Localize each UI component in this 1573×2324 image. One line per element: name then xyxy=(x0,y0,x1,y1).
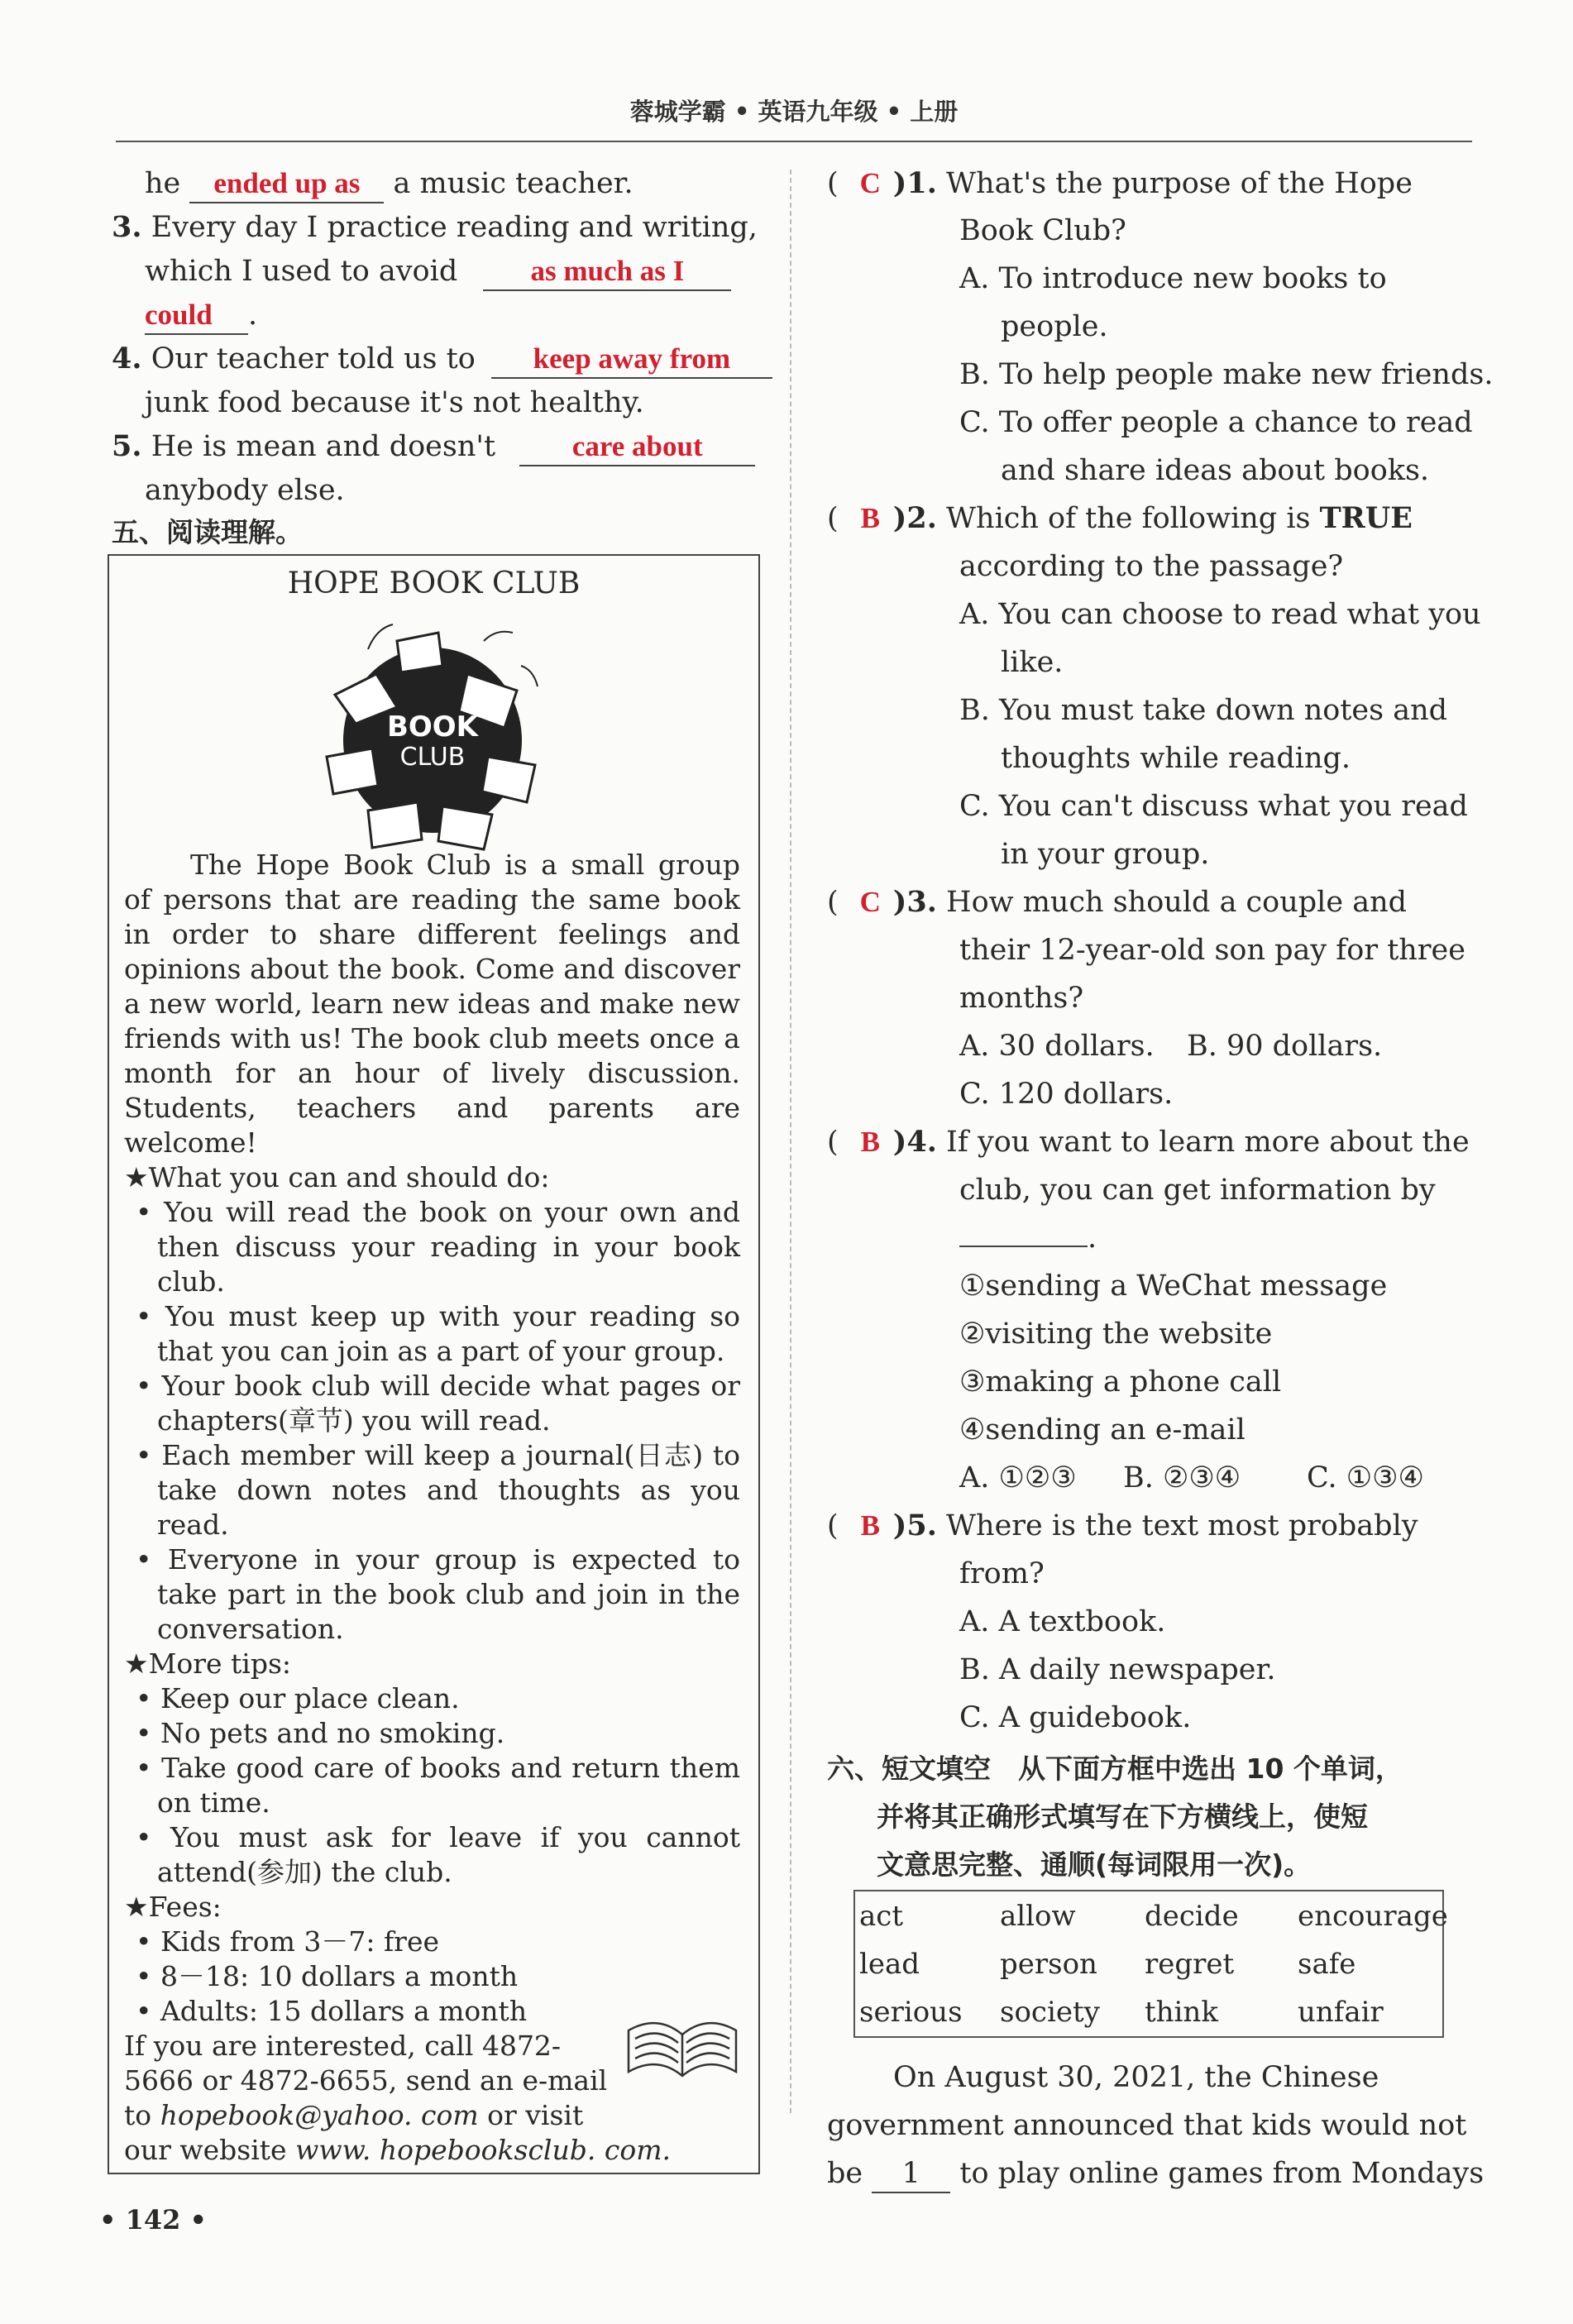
text: which I used to avoid xyxy=(145,255,458,288)
q3-stem-2: their 12-year-old son pay for three xyxy=(959,934,1465,967)
fill-q3-line2 xyxy=(145,253,731,291)
answer-text: as much as I xyxy=(530,255,685,287)
q1-option-a-cont: people. xyxy=(1001,310,1108,343)
word: lead xyxy=(859,1948,920,1981)
q3-option-a: A. 30 dollars. xyxy=(959,1030,1155,1063)
logo-text-book: BOOK xyxy=(386,710,479,744)
word: society xyxy=(1000,1996,1100,2029)
bold-text: TRUE xyxy=(1319,501,1413,535)
cloze-blank xyxy=(872,2155,950,2193)
question-number: 5. xyxy=(112,429,142,463)
word: encourage xyxy=(1298,1900,1448,1933)
open-book-icon xyxy=(620,1997,744,2088)
q4-choice-2: ②visiting the website xyxy=(959,1317,1273,1351)
heading-what-to-do: ★What you can and should do: xyxy=(124,1161,550,1193)
answer-text: care about xyxy=(571,430,703,462)
cloze-line-1: On August 30, 2021, the Chinese xyxy=(893,2061,1379,2094)
answer-choice: B xyxy=(860,1126,880,1158)
text: a music teacher. xyxy=(393,167,634,200)
list-item: • Kids from 3－7: free xyxy=(136,1925,439,1958)
word-box xyxy=(853,1890,1448,2038)
list-item: • You must keep up with your reading so that you can join as a part of your group. xyxy=(136,1300,740,1367)
passage-intro: The Hope Book Club is a small group of persons that are reading the same book in order to share different feelings and opinions about the book. Come and discover a new world, learn new ideas and make new friends with us! The book club meets once a month for an hour of lively discussion. Students, teachers and parents are welcome! xyxy=(124,849,740,1159)
list-item: • Your book club will decide what pages or chapters(章节) you will read. xyxy=(136,1370,740,1437)
contact-line: If you are interested, call 4872- xyxy=(124,2030,562,2062)
question-number: )3. xyxy=(892,885,937,919)
word: allow xyxy=(1000,1900,1076,1933)
text: to xyxy=(124,2099,152,2131)
q2-option-b: B. You must take down notes and xyxy=(959,694,1448,727)
q1-option-c-cont: and share ideas about books. xyxy=(1001,454,1430,487)
q3-option-b: B. 90 dollars. xyxy=(1187,1030,1383,1063)
q2-option-b-cont: thoughts while reading. xyxy=(1001,742,1351,775)
email-link[interactable]: hopebook@yahoo. com xyxy=(160,2099,479,2131)
contact-line: 5666 or 4872-6655, send an e-mail xyxy=(124,2064,608,2097)
text: If you want to learn more about the xyxy=(946,1126,1470,1159)
column-divider xyxy=(790,170,791,2113)
page-number: • 142 • xyxy=(99,2204,207,2236)
word: safe xyxy=(1298,1948,1356,1981)
text: or visit xyxy=(487,2099,584,2131)
fill-q4-line2: junk food because it's not healthy. xyxy=(145,386,644,419)
q1-stem-2: Book Club? xyxy=(959,214,1126,247)
answer-blank xyxy=(959,1246,1088,1247)
q2-stem-2: according to the passage? xyxy=(959,550,1344,583)
answer-text: ended up as xyxy=(213,167,361,199)
list-item: • 8－18: 10 dollars a month xyxy=(136,1960,519,1992)
text: ( xyxy=(827,502,839,535)
answer-blank xyxy=(483,253,731,291)
logo-text-club: CLUB xyxy=(399,743,466,772)
question-number: )1. xyxy=(892,166,937,200)
answer-text: could xyxy=(145,299,213,331)
passage-title: HOPE BOOK CLUB xyxy=(287,567,581,600)
contact-line xyxy=(124,2133,740,2168)
question-number: 3. xyxy=(112,210,142,244)
text: How much should a couple and xyxy=(946,886,1408,919)
answer-blank xyxy=(189,165,384,203)
q4-option-a: A. ①②③ xyxy=(959,1461,1077,1494)
q5-option-a: A. A textbook. xyxy=(959,1605,1166,1638)
text: our website xyxy=(124,2134,287,2166)
q3-option-c: C. 120 dollars. xyxy=(959,1078,1174,1111)
word: serious xyxy=(859,1996,963,2029)
word: decide xyxy=(1145,1900,1239,1933)
q2-stem xyxy=(827,500,1413,537)
q4-choice-1: ①sending a WeChat message xyxy=(959,1270,1388,1303)
answer-choice: C xyxy=(859,886,881,918)
list-item: • You must ask for leave if you cannot attend(参加) the club. xyxy=(136,1821,740,1888)
q3-stem-3: months? xyxy=(959,982,1084,1015)
q1-option-b: B. To help people make new friends. xyxy=(959,358,1494,391)
list-item: • Each member will keep a journal(日志) to take down notes and thoughts as you read. xyxy=(136,1439,740,1541)
answer-blank xyxy=(145,297,248,335)
text: ( xyxy=(827,1509,839,1542)
text: ( xyxy=(827,886,839,919)
question-number: )5. xyxy=(892,1509,937,1542)
q4-stem-2: club, you can get information by xyxy=(959,1174,1436,1207)
answer-choice: C xyxy=(859,167,881,199)
passage-body xyxy=(124,848,740,2168)
cloze-line-3 xyxy=(827,2155,1484,2193)
fill-q3-line1 xyxy=(112,209,758,246)
q4-choice-3: ③making a phone call xyxy=(959,1365,1282,1399)
q5-stem-2: from? xyxy=(959,1557,1045,1590)
book-club-logo xyxy=(318,616,546,860)
q5-option-c: C. A guidebook. xyxy=(959,1701,1192,1734)
cloze-line-2: government announced that kids would not xyxy=(827,2109,1467,2142)
q2-option-a: A. You can choose to read what you xyxy=(959,598,1481,631)
fill-q5-line2: anybody else. xyxy=(145,474,345,507)
list-item: • Everyone in your group is expected to take part in the book club and join in the conversation. xyxy=(136,1543,740,1645)
word: regret xyxy=(1145,1948,1235,1981)
text: ( xyxy=(827,167,839,200)
text: Every day I practice reading and writing, xyxy=(151,211,758,244)
website-link[interactable]: www. hopebooksclub. com. xyxy=(295,2134,671,2166)
section5-title: 五、阅读理解。 xyxy=(112,516,303,548)
text: Where is the text most probably xyxy=(946,1509,1418,1542)
list-item: • No pets and no smoking. xyxy=(136,1717,505,1749)
heading-more-tips: ★More tips: xyxy=(124,1647,292,1680)
text: Which of the following is xyxy=(946,502,1311,535)
word: person xyxy=(1000,1948,1097,1981)
list-item: • Keep our place clean. xyxy=(136,1682,460,1714)
fill-q5-line1 xyxy=(112,428,755,466)
section6-title-2: 并将其正确形式填写在下方横线上，使短 xyxy=(877,1800,1368,1833)
q2-option-c: C. You can't discuss what you read xyxy=(959,790,1468,823)
text: ( xyxy=(827,1126,839,1159)
q4-choice-4: ④sending an e-mail xyxy=(959,1413,1245,1447)
q4-option-b: B. ②③④ xyxy=(1123,1461,1241,1494)
q4-option-c: C. ①③④ xyxy=(1307,1461,1424,1494)
text: He is mean and doesn't xyxy=(151,430,496,463)
q2-option-c-cont: in your group. xyxy=(1001,838,1210,871)
q1-option-c: C. To offer people a chance to read xyxy=(959,406,1473,439)
word: unfair xyxy=(1298,1996,1384,2029)
question-number: )2. xyxy=(892,501,937,535)
q3-stem xyxy=(827,884,1407,921)
text: . xyxy=(1088,1222,1097,1255)
q1-stem xyxy=(827,165,1413,202)
section6-title-3: 文意思完整、通顺(每词限用一次)。 xyxy=(877,1848,1312,1881)
text: be xyxy=(827,2157,863,2190)
question-number: 4. xyxy=(112,342,142,375)
word: think xyxy=(1145,1996,1218,2029)
q5-option-b: B. A daily newspaper. xyxy=(959,1653,1276,1686)
question-number: )4. xyxy=(892,1125,937,1159)
answer-choice: B xyxy=(860,502,880,534)
text: What's the purpose of the Hope xyxy=(946,167,1413,200)
contact-line xyxy=(124,2098,740,2133)
list-item: • Take good care of books and return them on time. xyxy=(136,1752,740,1819)
text: he xyxy=(145,167,181,200)
section6-title-1: 六、短文填空 从下面方框中选出 10 个单词， xyxy=(827,1753,1403,1785)
answer-choice: B xyxy=(860,1509,880,1542)
word: act xyxy=(859,1900,903,1933)
q4-stem-3 xyxy=(959,1220,1097,1256)
list-item: • You will read the book on your own and then discuss your reading in your book club. xyxy=(136,1196,740,1298)
fill-q3-line3: could . xyxy=(145,297,257,335)
text: to play online games from Mondays xyxy=(959,2157,1485,2190)
blank-number: 1 xyxy=(901,2157,920,2190)
running-header: 蓉城学霸 • 英语九年级 • 上册 xyxy=(116,83,1472,142)
list-item: • Adults: 15 dollars a month xyxy=(136,1995,528,2027)
q4-stem xyxy=(827,1124,1470,1160)
answer-blank xyxy=(519,428,755,466)
fill-q4-line1 xyxy=(112,341,772,379)
text: Our teacher told us to xyxy=(151,342,476,375)
fill-line-1 xyxy=(145,165,634,203)
q5-stem xyxy=(827,1508,1418,1544)
heading-fees: ★Fees: xyxy=(124,1891,222,1923)
q2-option-a-cont: like. xyxy=(1001,646,1064,679)
answer-blank xyxy=(491,341,772,379)
answer-text: keep away from xyxy=(533,342,731,375)
q1-option-a: A. To introduce new books to xyxy=(959,262,1387,295)
